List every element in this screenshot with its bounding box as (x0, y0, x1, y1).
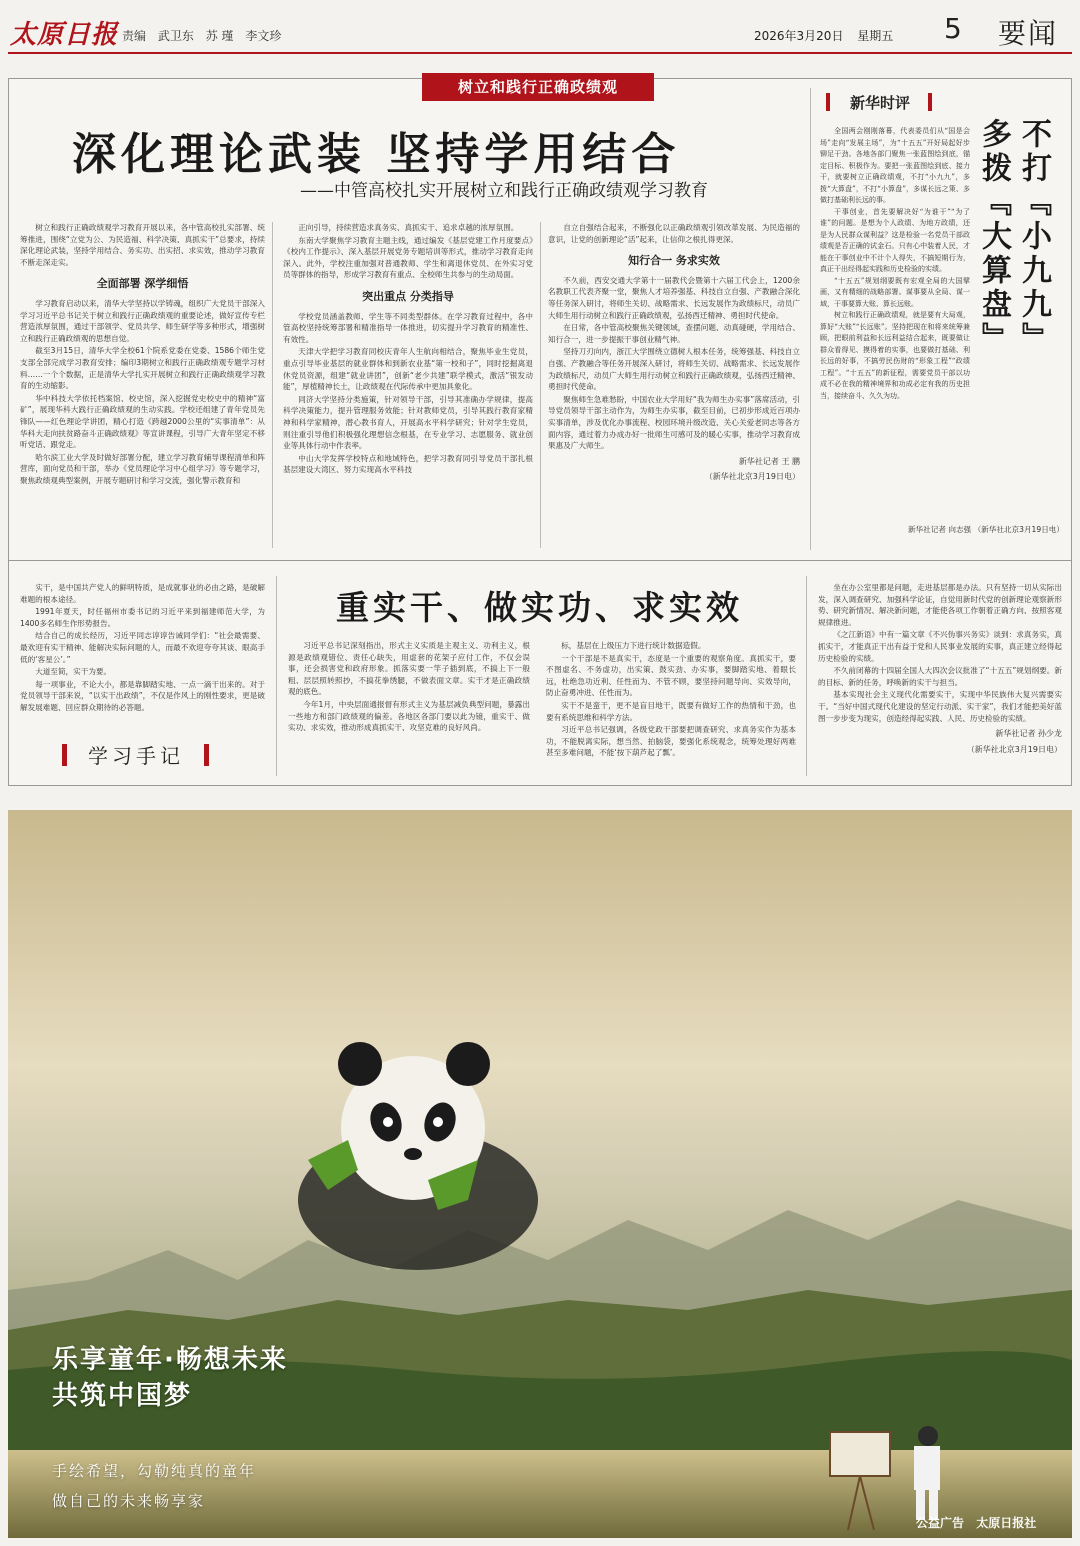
article-paragraph: 自立自强结合起来，不断强化以正确政绩观引领改革发展、为民造福的意识，让党的创新理论“活”起来，让信仰之根扎得更深。 (548, 223, 800, 244)
article-paragraph: 截至3月15日，清华大学全校61个院系党委在党委、1586个师生党支部全部完成学习教育安排；编印3期树立和践行正确政绩观专题学习材料……一个个数据，正是清华大学扎实开展树立和践行正确政绩观学习教育的生动缩影。 (20, 346, 265, 391)
article-paragraph: 全国两会刚刚落幕，代表委员们从“国是会场”走向“发展主场”，为“十五五”开好局起好步铆足干劲。各地各部门聚焦一张蓝图绘到底，锚定目标、积极作为。要把一张蓝图绘到底、接力干，就要树立正确政绩观，不打“小九九”，多拨“大算盘”，不打“小算盘”，多谋长远之策、多做打基础利长远的事。 (820, 127, 970, 204)
lead-kicker: 树立和践行正确政绩观 (422, 73, 654, 101)
second-col3-paras (546, 640, 796, 759)
column-divider (540, 222, 541, 548)
article-paragraph: 标，基层在上级压力下进行统计数据造假。 (561, 641, 706, 650)
lead-column-1 (20, 222, 265, 487)
article-paragraph: 学习教育启动以来，清华大学坚持以学铸魂，组织广大党员干部深入学习习近平总书记关于树立和践行正确政绩观的重要论述，做好宣传专栏营造浓厚氛围，通过干部领学、党员共学、师生研学等多种形式，增强树立和践行正确政绩观的思想自觉。 (20, 298, 265, 343)
designer-name: 李文珍 (245, 29, 282, 43)
article-paragraph: 干事创业，首先要解决好“为谁干”“为了谁”的问题。是想为个人政绩、为地方政绩，还是为人民群众谋利益？这是检验一名党员干部政绩观是否正确的试金石。只有心中装着人民，才能在干事创业中不计个人得失，不搞短期行为，真正干出经得起实践和历史检验的实绩。 (820, 207, 970, 273)
article-paragraph: 基本实现社会主义现代化需要实干，实现中华民族伟大复兴需要实干。“当好中国式现代化建设的坚定行动派、实干家”，我们才能把美好蓝图一步步变为现实，创造经得起实践、人民、历史检验的实绩。 (818, 690, 1062, 723)
article-paragraph: 1991年夏天，时任福州市委书记的习近平来到福建师范大学，为1400多名师生作形势报告。 (20, 607, 265, 628)
second-headline: 重实干、做实功、求实效 (336, 588, 743, 627)
commentary-label: 新华时评 (850, 94, 911, 112)
column-divider (272, 222, 273, 548)
editor-label: 责编 (122, 29, 147, 43)
article-paragraph: 实干，是中国共产党人的鲜明特质，是成就事业的必由之路，是破解难题的根本途径。 (20, 583, 265, 604)
article-paragraph: 正向引导，持续营造求真务实、真抓实干、追求卓越的浓厚氛围。 (298, 223, 519, 232)
second-column-1 (20, 582, 265, 715)
article-paragraph: 《之江新语》中有一篇文章《不兴伪事兴务实》谈到：求真务实，真抓实干，才能真正干出有益于党和人民事业发展的实事，真正建立经得起历史检验的实绩。 (818, 630, 1062, 663)
article-paragraph: 哈尔滨工业大学及时做好部署分配，建立学习教育辅导课程清单和阵营库，面向党员和干部，举办《党员理论学习中心组学习》等专题学习，聚焦政绩观典型案例，开展专题研讨和学习交流，强化警示教育和 (20, 452, 265, 485)
label-bar-icon (62, 744, 67, 766)
lead-col2b-paras (283, 311, 533, 476)
commentary-dateline: （新华社北京3月19日电） (973, 525, 1064, 534)
lead-column-3 (548, 222, 800, 483)
page-number: 5 (944, 12, 962, 45)
article-paragraph: 树立和践行正确政绩观学习教育开展以来，各中管高校扎实部署、统筹推进，围绕“立党为公、为民造福、科学决策、真抓实干”总要求，持续深化理论武装，坚持学用结合、务实功、出实招、求实效，推动学习教育不断走深走实。 (20, 223, 265, 267)
article-paragraph: 习近平总书记深刻指出，形式主义实质是主观主义、功利主义，根源是政绩观错位、责任心缺失，用虚套的花架子应付工作，不仅会误事，还会损害党和政府形象。抓落实要一竿子插到底，不搞上下一般粗、层层照转照抄，不搞花拳绣腿，不做表面文章。实干才是正确政绩观的底色。 (288, 641, 530, 697)
article-paragraph: 在日常，各中管高校聚焦关键领域，查摆问题、动真碰硬，学用结合、知行合一，进一步提振干事创业精气神。 (548, 323, 800, 344)
ad-slogan-line1: 乐享童年·畅想未来 (52, 1345, 288, 1375)
editor-credits (122, 27, 289, 44)
ad-credit-org: 太原日报社 (976, 1516, 1037, 1530)
weekday-text: 星期五 (857, 29, 894, 43)
article-paragraph: 坐在办公室里都是问题，走进基层都是办法。只有坚持一切从实际出发，深入调查研究、加强科学论证，自觉用新时代党的创新理论观察新形势、研究新情况、解决新问题，才能使各项工作朝着正确方向、按照客观规律推进。 (818, 583, 1062, 627)
lead-column-2 (283, 222, 533, 477)
lead-subhead-2: 突出重点 分类指导 (362, 289, 454, 303)
commentary-paras (820, 126, 970, 402)
lead-col1-paras (20, 222, 265, 268)
ad-tagline-line2: 做自己的未来畅享家 (52, 1492, 206, 1510)
section-name: 要闻 (998, 17, 1059, 50)
article-paragraph: 中山大学发挥学校特点和地域特色，把学习教育同引导党员干部扎根基层建设大湾区、努力实现高水平科技 (283, 453, 533, 475)
second-col4-paras (818, 582, 1062, 724)
ad-credit (916, 1514, 1044, 1531)
commentary-body (820, 126, 970, 402)
lead-subhead-1: 全面部署 深学细悟 (96, 277, 189, 291)
lead-headline: 深化理论武装 坚持学用结合 (72, 129, 681, 180)
article-paragraph: 学校党员涵盖教师、学生等不同类型群体。在学习教育过程中，各中管高校坚持统筹部署和精准指导一体推进，切实提升学习教育的精准性、有效性。 (283, 311, 533, 344)
article-paragraph: 聚焦师生急难愁盼，中国农业大学用好“我为师生办实事”落席活动，引导党员领导干部主动作为，为师生办实事，截至目前，已初步形成近百项办实事清单，涉及优化办事流程、校园环境升级改造、关心关爱老同志等各方面内容，通过着力办成办好一批师生可感可及的暖心实事，推动学习教育成果惠及广大师生。 (548, 394, 800, 451)
ad-slogan-line2: 共筑中国梦 (52, 1381, 193, 1411)
article-paragraph: 东南大学聚焦学习教育主题主线，通过编发《基层党建工作月度要点》《校内工作提示》、深入基层开展党务专题培训等形式，推动学习教育走向深入。此外，学校注重加强对普通教师、学生和离退休党员、在外实习党员等群体的指导，形成学习教育有重点、全校师生共参与的生动局面。 (283, 235, 533, 280)
masthead-rule (8, 52, 1072, 54)
ad-slogan (52, 1342, 288, 1414)
column-divider (806, 576, 807, 776)
article-paragraph: 一个干部是不是真实干，态度是一个重要的观察角度。真抓实干，要不图虚名、不务虚功，出实策、鼓实劲、办实事，要脚踏实地、着眼长远，杜绝急功近利、任性而为、不管不顾，要坚持问题导向、实效导向，防止奋勇冲进、任性而为。 (546, 653, 796, 698)
lead-byline: 新华社记者 王 鹏 (738, 456, 800, 466)
commentary-author: 新华社记者 向志强 (907, 525, 972, 534)
second-column-2 (288, 640, 530, 735)
newspaper-logo: 太原日报 (10, 20, 119, 50)
date-text: 2026年3月20日 (754, 29, 844, 43)
lead-col3-paras (548, 222, 800, 245)
article-paragraph: 不久前，西安交通大学第十一届教代会暨第十六届工代会上，1200余名教职工代表齐聚一堂，聚焦人才培养强基、科技自立自强、产教融合深化等任务深入研讨，将师生关切、战略需求、长远发展作为政绩标尺，动员广大师生用行动树立和践行正确政绩观，弘扬西迁精神、勇担时代使命。 (548, 275, 800, 320)
article-paragraph: 同济大学坚持分类施策，针对领导干部，引导其准确办学规律，提高科学决策能力，提升管理服务效能；针对教师党员，引导其践行教育家精神和科学家精神，潜心教书育人，开展高水平科学研究；针对学生党员，则注重引导他们积极强化理想信念根基，在专业学习、志愿服务、就业创业等具体行动中作表率。 (283, 394, 533, 451)
editor-name: 武卫东 (157, 29, 194, 43)
second-dateline: （新华社北京3月19日电） (966, 744, 1062, 754)
article-paragraph: 不久前闭幕的十四届全国人大四次会议批准了“十五五”规划纲要。新的目标、新的任务，呼唤新的实干与担当。 (818, 666, 1062, 687)
article-paragraph: 结合自己的成长经历，习近平同志谆谆告诫同学们：“社会最需要、最欢迎有实干精神、能解决实际问题的人，而最不欢迎夸夸其谈、眼高手低的‘客星公’。” (20, 631, 265, 664)
column-divider (276, 576, 277, 776)
article-paragraph: “十五五”规划纲要既有宏观全局的大国擘画，又有精细的战略部署。谋事要从全局、谋一域，干事要算大账、算长远账。 (820, 276, 970, 308)
reviewer-name: 苏 瑾 (205, 29, 234, 43)
second-column-3 (546, 640, 796, 760)
article-paragraph: 树立和践行正确政绩观，就是要有大局观，算好“大账”“长远账”。坚持把现在和将来统筹兼顾，把眼前利益和长远利益结合起来，既要做让群众看得见、摸得着的实事，也要做打基础、利长远的好事，不搞劳民伤财的“形象工程”“政绩工程”。“十五五”的新征程，需要党员干部以功成不必在我的精神境界和功成必定有我的历史担当，接续奋斗、久久为功。 (820, 311, 970, 400)
ad-credit-type: 公益广告 (916, 1516, 965, 1530)
commentary-title-line2: 多拨『大算盘』 (976, 118, 1011, 356)
section-divider (8, 560, 1072, 561)
commentary-bar-icon (928, 93, 932, 111)
article-paragraph: 天津大学把学习教育同校庆青年人生航向相结合，聚焦毕业生党员，重点引导毕业基层的就业群体和到新农业基“第一校和子”，同时挖掘离退休党员资源，组建“就业讲团”，创新“老少共建”联学模式，激活“银发动能”，厚植精神长土，让政绩观在代际传承中更加具象化。 (283, 347, 533, 392)
issue-date (754, 27, 903, 44)
second-col2-paras (288, 640, 530, 734)
lead-col2-paras (283, 222, 533, 281)
article-paragraph: 坚持刀刃向内，浙江大学围绕立德树人根本任务，统筹强基、科技自立自强、产教融合等任务开展深入研讨，将师生关切、战略需求、长远发展作为政绩标尺，动员广大师生用行动树立和践行正确政绩观，弘扬西迁精神、勇担时代使命。 (548, 347, 800, 392)
article-paragraph: 华中科技大学依托档案馆、校史馆，深入挖掘党史校史中的精神“富矿”，展现华科大践行正确政绩观的生动实践。学校还组建了青年党员先锋队——红色理论学讲团，精心打造《跨越2000公里的“实事清单”：从华科大走向扶贫路奋斗正确政绩观》等宣讲课程，引导广大青年坚定不移听党话、跟党走。 (20, 393, 265, 450)
commentary-bar-icon (826, 93, 830, 111)
lead-dateline: （新华社北京3月19日电） (704, 472, 800, 482)
second-byline: 新华社记者 孙少龙 (995, 729, 1062, 739)
second-col1-paras (20, 582, 265, 714)
public-service-ad (8, 810, 1072, 1538)
ad-tagline (52, 1456, 256, 1516)
ad-landscape-illustration (8, 810, 1072, 1538)
article-paragraph: 大道至简，实干为要。 (35, 667, 112, 677)
column-divider (810, 88, 811, 550)
lead-subhead: ——中管高校扎实开展树立和践行正确政绩观学习教育 (300, 181, 708, 201)
second-column-4 (818, 582, 1062, 755)
ad-tagline-line1: 手绘希望，勾勒纯真的童年 (52, 1462, 257, 1480)
lead-col1b-paras (20, 298, 265, 487)
commentary-title-line1: 不打『小九九』 (1016, 118, 1051, 356)
study-notes-label: 学习手记 (88, 744, 184, 768)
article-paragraph: 今年1月，中央层面通报督有形式主义为基层减负典型问题，暴露出一些地方和部门政绩观的偏差。各地区各部门要以此为镜，重实干、做实功、求实效，推动形成真抓实干、攻坚克难的良好风尚。 (288, 699, 530, 733)
article-paragraph: 习近平总书记强调，各级党政干部要把调查研究、求真务实作为基本功，不能脱离实际，想当然、拍脑袋，要强化系统观念，统筹处理好两难甚至多难问题，不能‘按下葫芦起了瓢’。 (546, 725, 796, 758)
lead-subhead-3: 知行合一 务求实效 (628, 254, 720, 268)
label-bar-icon (204, 744, 209, 766)
commentary-byline (820, 524, 1064, 536)
lead-col3b-paras (548, 275, 800, 452)
article-paragraph: 每一项事业，不论大小，都是靠脚踏实地、一点一滴干出来的。对于党员领导干部来说，“以实干出政绩”，不仅是作风上的刚性要求，更是破解发展难题、回应群众期待的必答题。 (20, 679, 265, 712)
article-paragraph: 实干不是蛮干，更不是盲目地干，既要有做好工作的热情和干劲，也要有系统思维和科学方法。 (546, 700, 796, 722)
